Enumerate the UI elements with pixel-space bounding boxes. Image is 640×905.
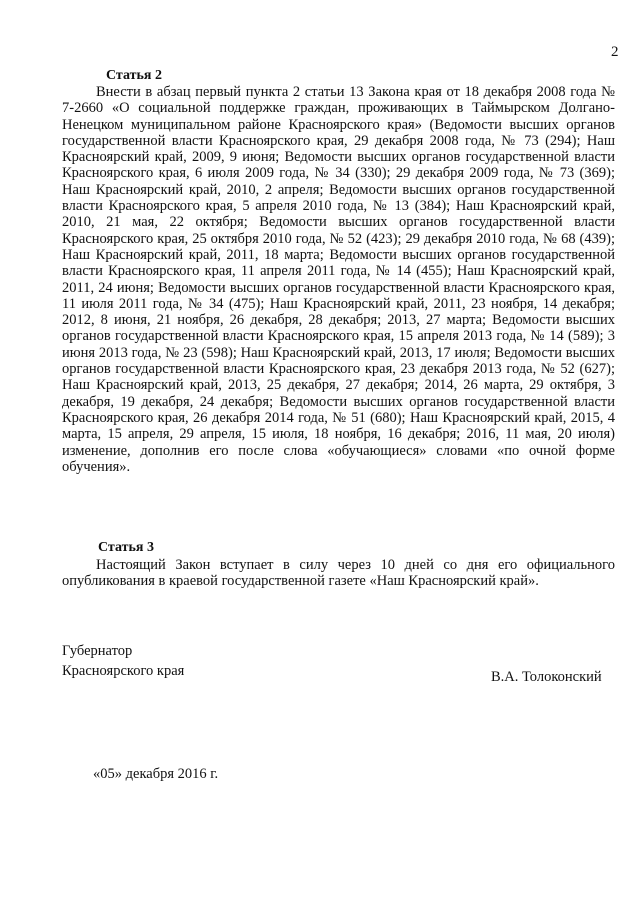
signatory-title [62, 641, 184, 681]
article-2-body [62, 84, 615, 475]
signatory-name: В.А. Толоконский [491, 669, 602, 685]
article-3-text: Настоящий Закон вступает в силу через 10 дней со дня его официального опубликования в краевой государственной газете «Наш Красноярский край». [62, 557, 615, 590]
signatory-title-line-1: Губернатор [62, 643, 133, 659]
article-2-text: Внести в абзац первый пункта 2 статьи 13 Закона края от 18 декабря 2008 года № 7-2660 «О социальной поддержке граждан, проживающих в Таймырском Долгано-Ненецком муниципальном районе Красноярского края» (Ведомости высших органов государственной власти Красноярского края, 29 декабря 2008 года, № 73 (294); Наш Красноярский край, 2009, 9 июня; Ведомости высших органов государственной власти Красноярского края, 6 июля 2009 года, № 34 (330); 29 декабря 2009 года, № 73 (369); Наш Красноярский край, 2010, 2 апреля; Ведомости высших органов государственной власти Красноярского края, 5 апреля 2010 года, № 13 (384); Наш Красноярский край, 2010, 21 мая, 22 октября; Ведомости высших органов государственной власти Красноярского края, 25 октября 2010 года, № 52 (423); 29 декабря 2010 года, № 68 (439); Наш Красноярский край, 2011, 18 марта; Ведомости высших органов государственной власти Красноярского края, 11 апреля 2011 года, № 14 (455); Наш Красноярский край, 2011, 24 июня; Ведомости высших органов государственной власти Красноярского края, 11 июля 2011 года, № 34 (475); Наш Красноярский край, 2011, 23 ноября, 14 декабря; 2012, 8 июня, 21 ноября, 26 декабря, 28 декабря; 2013, 27 марта; Ведомости высших органов государственной власти Красноярского края, 15 апреля 2013 года, № 14 (589); 3 июня 2013 года, № 23 (598); Наш Красноярский край, 2013, 17 июля; Ведомости высших органов государственной власти Красноярского края, 23 декабря 2013 года, № 52 (627); Наш Красноярский край, 2013, 25 декабря, 27 декабря; 2014, 26 марта, 29 октября, 3 декабря, 19 декабря, 24 декабря; Ведомости высших органов государственной власти Красноярского края, 26 декабря 2014 года, № 51 (680); Наш Красноярский край, 2015, 4 марта, 15 апреля, 29 апреля, 15 июля, 18 ноября, 16 декабря; 2016, 11 мая, 20 июля) изменение, дополнив его после слова «обучающиеся» словами «по очной форме обучения». [62, 84, 615, 475]
signatory-title-line-2: Красноярского края [62, 663, 185, 679]
article-3-body [62, 557, 615, 590]
page-number: 2 [611, 44, 619, 60]
article-3-heading: Статья 3 [98, 540, 154, 555]
signing-date: «05» декабря 2016 г. [93, 766, 219, 782]
article-2-heading: Статья 2 [106, 68, 162, 83]
